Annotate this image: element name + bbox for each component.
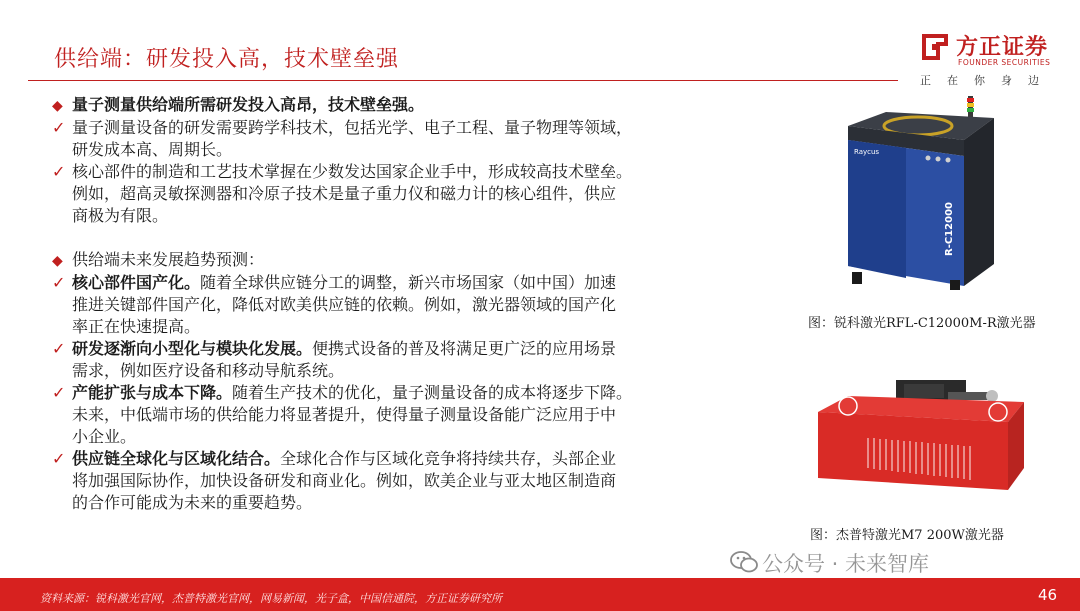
item-text: 商极为有限。 <box>72 206 169 225</box>
section2-item <box>52 272 787 338</box>
item-bold-text: 供应链全球化与区域化结合。 <box>72 449 281 468</box>
check-icon: ✓ <box>52 383 66 402</box>
item-text: 便携式设备的普及将满足更广泛的应用场景 <box>312 339 617 358</box>
page-title: 供给端：研发投入高，技术壁垒强 <box>54 47 400 72</box>
diamond-arrow-icon: ◆ <box>52 253 63 269</box>
section2-item <box>52 338 787 382</box>
section1-item <box>52 117 787 161</box>
section1-item <box>52 161 787 227</box>
header-divider <box>28 80 898 81</box>
logo-name: 方正证券 <box>956 35 1049 60</box>
section2-heading-row <box>52 249 787 272</box>
item-text: 全球化合作与区域化竞争将持续共存，头部企业 <box>280 449 617 468</box>
item-text: 小企业。 <box>72 427 137 446</box>
model-label: R-C12000 <box>944 202 955 256</box>
logo-slogan: 正在你身边 <box>920 74 1055 87</box>
item-text: 的合作可能成为未来的重要趋势。 <box>72 493 313 512</box>
founder-logo-icon <box>920 32 950 62</box>
item-text: 随着全球供应链分工的调整，新兴市场国家（如中国）加速 <box>200 273 617 292</box>
company-logo <box>920 30 1060 88</box>
item-text: 核心部件的制造和工艺技术掌握在少数发达国家企业手中，形成较高技术壁垒。 <box>72 162 633 181</box>
item-bold-text: 产能扩张与成本下降。 <box>72 383 233 402</box>
item-text: 推进关键部件国产化，降低对欧美供应链的依赖。例如，激光器领域的国产化 <box>72 295 617 314</box>
pulsed-laser-image <box>808 378 1032 493</box>
wechat-icon <box>730 550 758 574</box>
check-icon: ✓ <box>52 162 66 181</box>
page-number: 46 <box>1038 586 1058 604</box>
diamond-arrow-icon: ◆ <box>52 98 63 114</box>
item-text: 未来，中低端市场的供给能力将显著提升，使得量子测量设备能广泛应用于中 <box>72 405 617 424</box>
section2-item <box>52 448 787 514</box>
item-text: 率正在快速提高。 <box>72 317 201 336</box>
logo-name-en: FOUNDER SECURITIES <box>958 58 1051 67</box>
section1-heading: 量子测量供给端所需研发投入高昂，技术壁垒强。 <box>72 95 425 114</box>
fiber-laser-image <box>846 96 996 296</box>
figure2-caption: 图：杰普特激光M7 200W激光器 <box>810 528 1004 543</box>
item-text: 研发成本高、周期长。 <box>72 140 233 159</box>
section2-item <box>52 382 787 448</box>
check-icon: ✓ <box>52 449 66 468</box>
item-bold-text: 核心部件国产化。 <box>72 273 201 292</box>
watermark-text: 公众号 · 未来智库 <box>762 552 930 576</box>
source-note: 资料来源：锐科激光官网，杰普特激光官网，网易新闻，光子盒，中国信通院，方正证券研究所 <box>40 592 502 605</box>
main-content <box>52 94 787 514</box>
check-icon: ✓ <box>52 339 66 358</box>
section2-heading: 供给端未来发展趋势预测： <box>72 250 265 269</box>
item-text: 量子测量设备的研发需要跨学科技术，包括光学、电子工程、量子物理等领域， <box>72 118 633 137</box>
section1-heading-row <box>52 94 787 117</box>
item-text: 例如，超高灵敏探测器和冷原子技术是量子重力仪和磁力计的核心组件，供应 <box>72 184 617 203</box>
item-bold-text: 研发逐渐向小型化与模块化发展。 <box>72 339 313 358</box>
brand-label: Raycus <box>854 148 880 156</box>
figure1-caption: 图：锐科激光RFL-C12000M-R激光器 <box>808 316 1036 331</box>
check-icon: ✓ <box>52 273 66 292</box>
item-text: 随着生产技术的优化，量子测量设备的成本将逐步下降。 <box>232 383 633 402</box>
check-icon: ✓ <box>52 118 66 137</box>
item-text: 将加强国际协作，加快设备研发和商业化。例如，欧美企业与亚太地区制造商 <box>72 471 617 490</box>
item-text: 需求，例如医疗设备和移动导航系统。 <box>72 361 345 380</box>
